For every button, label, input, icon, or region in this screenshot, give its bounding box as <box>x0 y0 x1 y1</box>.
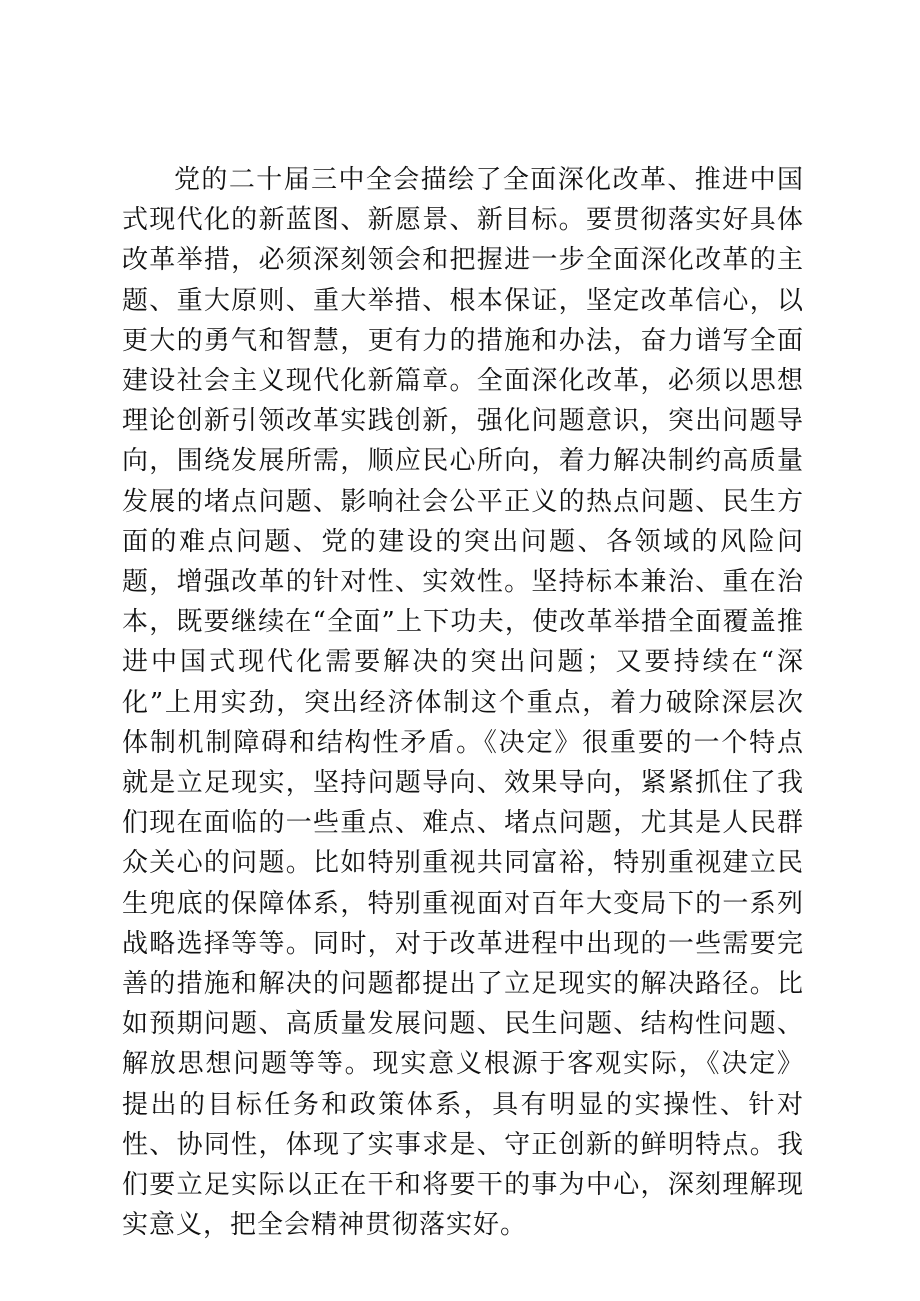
body-paragraph: 党的二十届三中全会描绘了全面深化改革、推进中国式现代化的新蓝图、新愿景、新目标。要贯彻落实好具体改革举措，必须深刻领会和把握进一步全面深化改革的主题、重大原则、重大举措、根本保证，坚定改革信心，以更大的勇气和智慧，更有力的措施和办法，奋力谱写全面建设社会主义现代化新篇章。全面深化改革，必须以思想理论创新引领改革实践创新，强化问题意识，突出问题导向，围绕发展所需，顺应民心所向，着力解决制约高质量发展的堵点问题、影响社会公平正义的热点问题、民生方面的难点问题、党的建设的突出问题、各领域的风险问题，增强改革的针对性、实效性。坚持标本兼治、重在治本，既要继续在“全面”上下功夫，使改革举措全面覆盖推进中国式现代化需要解决的突出问题；又要持续在“深化”上用实劲，突出经济体制这个重点，着力破除深层次体制机制障碍和结构性矛盾。《决定》很重要的一个特点就是立足现实，坚持问题导向、效果导向，紧紧抓住了我们现在面临的一些重点、难点、堵点问题，尤其是人民群众关心的问题。比如特别重视共同富裕，特别重视建立民生兜底的保障体系，特别重视面对百年大变局下的一系列战略选择等等。同时，对于改革进程中出现的一些需要完善的措施和解决的问题都提出了立足现实的解决路径。比如预期问题、高质量发展问题、民生问题、结构性问题、解放思想问题等等。现实意义根源于客观实际，《决定》提出的目标任务和政策体系，具有明显的实操性、针对性、协同性，体现了实事求是、守正创新的鲜明特点。我们要立足实际以正在干和将要干的事为中心，深刻理解现实意义，把全会精神贯彻落实好。 <box>122 165 804 1241</box>
